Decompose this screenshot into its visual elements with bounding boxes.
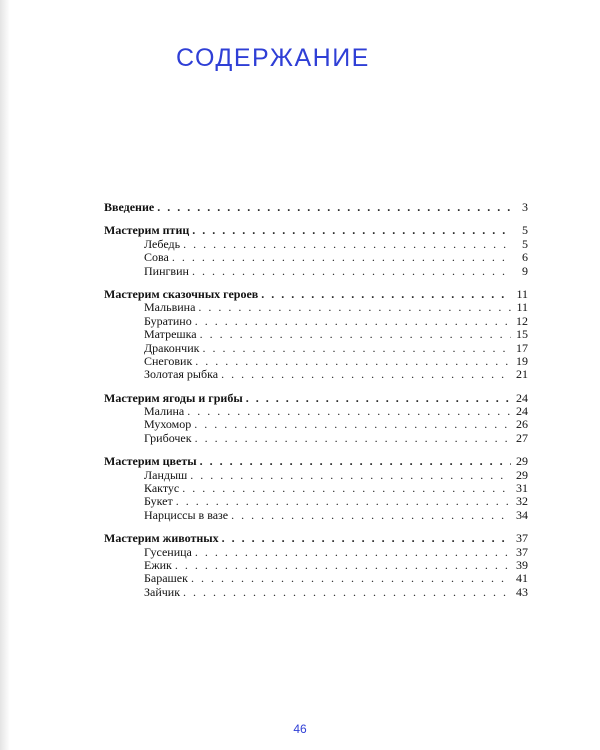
page-edge-shadow <box>0 0 10 750</box>
toc-subentry-page: 41 <box>516 571 528 586</box>
toc-section-birds <box>104 224 528 278</box>
toc-subentry-page: 29 <box>516 467 528 482</box>
dot-leader <box>200 328 511 341</box>
dot-leader <box>246 392 511 405</box>
dot-leader <box>200 455 511 468</box>
toc-subentry-title: Мухомор <box>144 417 192 432</box>
toc-subentry-page: 12 <box>516 313 528 328</box>
page-number: 46 <box>293 722 307 736</box>
toc-subentry-title: Кактус <box>144 481 180 496</box>
toc-entry-page: 29 <box>516 454 528 469</box>
toc-subentry[interactable] <box>104 509 528 522</box>
toc-subentry-title: Буратино <box>144 313 192 328</box>
dot-leader <box>261 288 511 301</box>
toc-entry-page: 3 <box>522 200 528 214</box>
toc-subentry-page: 19 <box>516 353 528 368</box>
toc-subentry-page: 11 <box>516 300 528 315</box>
toc-subentry-title: Сова <box>144 250 169 265</box>
dot-leader <box>176 495 511 508</box>
dot-leader <box>172 251 511 264</box>
toc-subentry-title: Гусеница <box>144 544 192 559</box>
dot-leader <box>182 482 511 495</box>
toc-subentry-page: 31 <box>516 481 528 496</box>
toc-subentry[interactable] <box>104 328 528 341</box>
toc-entry-page: 24 <box>516 390 528 405</box>
toc-section-berries-mushrooms <box>104 392 528 446</box>
toc-entry-title: Введение <box>104 200 155 214</box>
toc-subentry[interactable] <box>104 301 528 314</box>
toc-subentry[interactable] <box>104 342 528 355</box>
toc-subentry-page: 43 <box>516 584 528 599</box>
toc-subentry-page: 32 <box>516 494 528 509</box>
toc-subentry-page: 9 <box>522 263 528 278</box>
toc-subentry-page: 26 <box>516 417 528 432</box>
dot-leader <box>192 265 511 278</box>
toc-subentry[interactable] <box>104 546 528 559</box>
toc-subentry-page: 21 <box>516 367 528 382</box>
dot-leader <box>195 315 511 328</box>
toc-subentry-page: 24 <box>516 404 528 419</box>
toc-subentry[interactable] <box>104 469 528 482</box>
toc-subentry-page: 15 <box>516 327 528 342</box>
dot-leader <box>198 301 511 314</box>
toc-subentry[interactable] <box>104 355 528 368</box>
dot-leader <box>221 368 511 381</box>
toc-subentry-title: Лебедь <box>144 236 181 251</box>
toc-entry-page: 5 <box>522 223 528 238</box>
toc-subentry-title: Матрешка <box>144 327 197 342</box>
toc-subentry[interactable] <box>104 368 528 381</box>
toc-section-flowers <box>104 455 528 522</box>
toc-section-introduction <box>104 201 528 214</box>
toc-entry-title: Мастерим животных <box>104 531 219 546</box>
table-of-contents <box>104 201 528 609</box>
toc-entry[interactable] <box>104 288 528 301</box>
toc-subentry-title: Мальвина <box>144 300 196 315</box>
dot-leader <box>191 572 511 585</box>
toc-subentry[interactable] <box>104 559 528 572</box>
toc-subentry[interactable] <box>104 405 528 418</box>
dot-leader <box>231 509 511 522</box>
toc-subentry-title: Нарциссы в вазе <box>144 507 229 522</box>
toc-subentry[interactable] <box>104 251 528 264</box>
page-title: СОДЕРЖАНИЕ <box>176 44 370 72</box>
toc-subentry[interactable] <box>104 495 528 508</box>
toc-entry-title: Мастерим сказочных героев <box>104 286 259 301</box>
dot-leader <box>175 559 511 572</box>
toc-subentry-page: 37 <box>516 544 528 559</box>
toc-subentry-title: Снеговик <box>144 353 193 368</box>
dot-leader <box>202 342 511 355</box>
toc-entry-title: Мастерим ягоды и грибы <box>104 390 243 405</box>
toc-entry[interactable] <box>104 392 528 405</box>
toc-subentry-page: 34 <box>516 507 528 522</box>
toc-subentry-page: 6 <box>522 250 528 265</box>
dot-leader <box>183 238 511 251</box>
toc-entry-title: Мастерим цветы <box>104 454 197 469</box>
dot-leader <box>194 418 511 431</box>
toc-subentry[interactable] <box>104 315 528 328</box>
toc-entry-page: 11 <box>516 286 528 301</box>
dot-leader <box>195 546 511 559</box>
toc-subentry[interactable] <box>104 432 528 445</box>
toc-subentry-title: Ежик <box>144 557 172 572</box>
toc-section-animals <box>104 532 528 599</box>
toc-subentry-title: Барашек <box>144 571 188 586</box>
dot-leader <box>157 201 511 214</box>
toc-subentry[interactable] <box>104 586 528 599</box>
toc-subentry[interactable] <box>104 265 528 278</box>
toc-entry[interactable] <box>104 201 528 214</box>
dot-leader <box>195 432 511 445</box>
toc-subentry-page: 39 <box>516 557 528 572</box>
dot-leader <box>183 586 511 599</box>
toc-subentry-page: 5 <box>522 236 528 251</box>
toc-entry[interactable] <box>104 455 528 468</box>
toc-subentry-title: Ландыш <box>144 467 188 482</box>
toc-subentry[interactable] <box>104 238 528 251</box>
toc-subentry-title: Малина <box>144 404 185 419</box>
toc-subentry-page: 27 <box>516 430 528 445</box>
dot-leader <box>195 355 511 368</box>
toc-subentry[interactable] <box>104 572 528 585</box>
toc-entry[interactable] <box>104 224 528 237</box>
toc-subentry[interactable] <box>104 418 528 431</box>
toc-subentry-title: Букет <box>144 494 173 509</box>
dot-leader <box>222 532 511 545</box>
toc-subentry-title: Золотая рыбка <box>144 367 219 382</box>
toc-entry[interactable] <box>104 532 528 545</box>
toc-subentry-title: Дракончик <box>144 340 200 355</box>
toc-entry-page: 37 <box>516 531 528 546</box>
toc-subentry-title: Зайчик <box>144 584 181 599</box>
toc-subentry-title: Грибочек <box>144 430 192 445</box>
toc-subentry-page: 17 <box>516 340 528 355</box>
toc-subentry-title: Пингвин <box>144 263 189 278</box>
toc-section-fairy-heroes <box>104 288 528 382</box>
toc-entry-title: Мастерим птиц <box>104 223 190 238</box>
toc-subentry[interactable] <box>104 482 528 495</box>
dot-leader <box>187 405 511 418</box>
dot-leader <box>192 224 511 237</box>
dot-leader <box>190 469 511 482</box>
